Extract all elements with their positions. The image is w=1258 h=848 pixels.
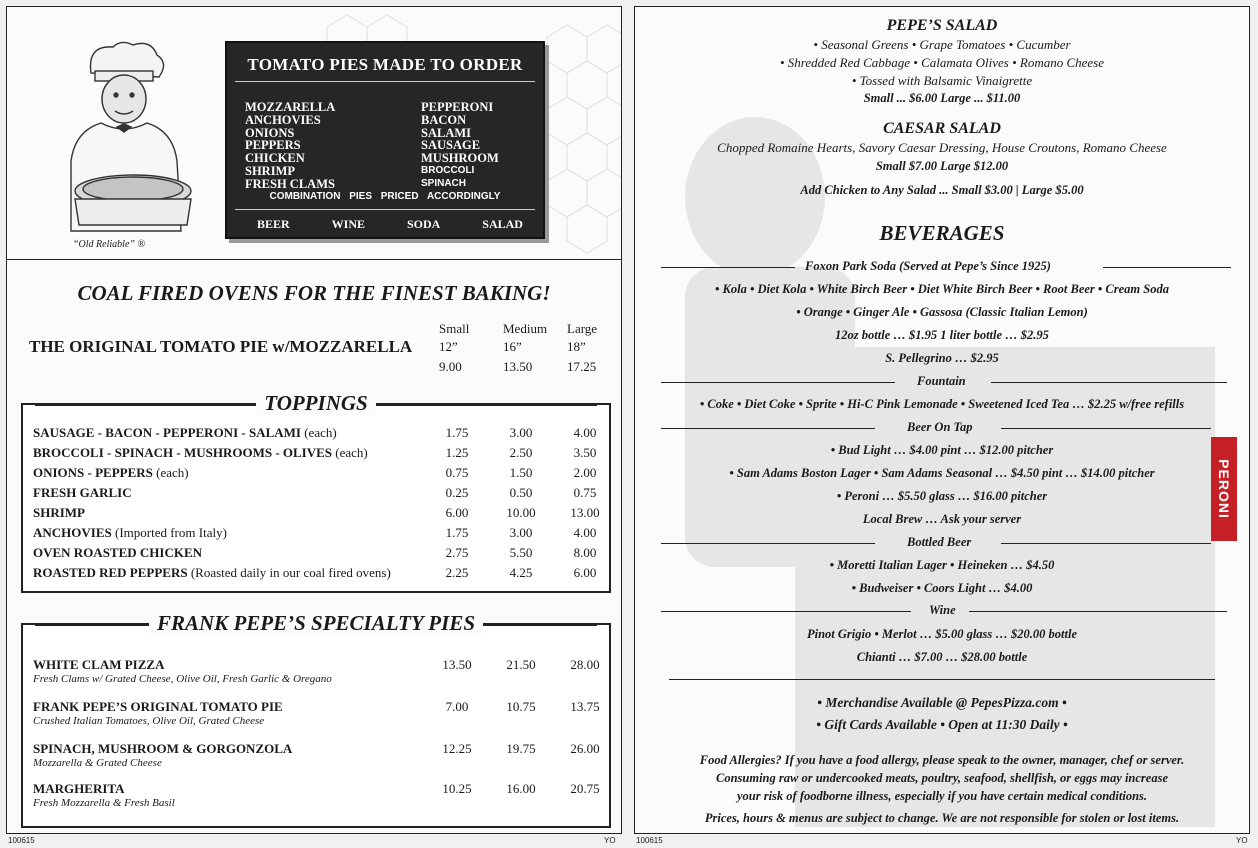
price-large: 13.00 [570, 505, 600, 520]
topping-note: (each) [332, 445, 368, 460]
salad-price: Small ... $6.00 Large ... $11.00 [863, 91, 1021, 105]
size-inch: 18” [567, 339, 586, 354]
soda-line: • Orange • Ginger Ale • Gassosa (Classic Italian Lemon) [796, 305, 1088, 319]
topping-name [33, 545, 202, 561]
wine-label: Wine [929, 603, 956, 617]
soda-line: • Kola • Diet Kola • White Birch Beer • Diet White Birch Beer • Root Beer • Cream Soda [715, 282, 1169, 296]
specialty-desc: Fresh Mozzarella & Fresh Basil [33, 797, 175, 809]
board-item: FRESH CLAMS [245, 176, 335, 191]
print-code-left: 100615 [636, 836, 663, 845]
topping-name [33, 565, 391, 581]
soda-price: 12oz bottle … $1.95 1 liter bottle … $2.95 [835, 328, 1049, 342]
fountain-heading [661, 374, 1231, 390]
rule [661, 267, 795, 268]
foxon-label: Foxon Park Soda (Served at Pepe’s Since 1925) [805, 259, 1051, 273]
rule [1001, 543, 1211, 544]
specialty-name: MARGHERITA [33, 781, 125, 796]
price-medium: 16.00 [506, 781, 536, 796]
tap-line: • Sam Adams Boston Lager • Sam Adams Seasonal … $4.50 pint … $14.00 pitcher [729, 466, 1155, 480]
topping-name [33, 525, 227, 541]
chef-illustration [41, 41, 211, 251]
price-medium: 1.50 [509, 465, 533, 480]
specialty-pies-box [21, 611, 611, 828]
foxon-heading [661, 259, 1231, 275]
topping-name [33, 485, 132, 501]
price-large: 4.00 [573, 525, 597, 540]
size-inch: 16” [503, 339, 522, 354]
topping-row [33, 545, 599, 565]
disclaimer: Prices, hours & menus are subject to change. We are not responsible for stolen or lost items. [704, 811, 1180, 825]
topping-note: (each) [300, 425, 337, 440]
topping-label: SAUSAGE - BACON - PEPPERONI - SALAMI [33, 425, 301, 440]
price-large: 13.75 [570, 699, 600, 714]
price-medium: 2.50 [509, 445, 533, 460]
price-large: 28.00 [570, 657, 600, 672]
salad-line: • Shredded Red Cabbage • Calamata Olives • Romano Cheese [779, 55, 1105, 70]
board-item: SHRIMP [245, 163, 295, 178]
price-large: 26.00 [570, 741, 600, 756]
board-drink: BEER [257, 217, 290, 231]
board-list-left [245, 101, 335, 191]
topping-note: (Roasted daily in our coal fired ovens) [187, 565, 391, 580]
specialty-name: WHITE CLAM PIZZA [33, 657, 165, 672]
topping-label: ANCHOVIES [33, 525, 112, 540]
peroni-label: PERONI [1216, 459, 1232, 519]
size-label: Large [567, 321, 598, 336]
bottled-heading [661, 535, 1231, 551]
specialty-row [33, 781, 599, 817]
rule [1001, 428, 1211, 429]
size-price: 17.25 [567, 359, 597, 374]
price-medium: 19.75 [506, 741, 536, 756]
price-small: 12.25 [442, 741, 472, 756]
merch-note: • Merchandise Available @ PepesPizza.com • [817, 695, 1067, 710]
topping-row [33, 425, 599, 445]
topping-label: SHRIMP [33, 505, 85, 520]
gift-card-note: • Gift Cards Available • Open at 11:30 Daily • [816, 717, 1068, 732]
price-medium: 3.00 [509, 525, 533, 540]
rule [661, 611, 911, 612]
tap-line: • Peroni … $5.50 glass … $16.00 pitcher [836, 489, 1048, 503]
topping-label: FRESH GARLIC [33, 485, 132, 500]
price-small: 0.25 [445, 485, 469, 500]
price-large: 8.00 [573, 545, 597, 560]
rule [661, 428, 875, 429]
price-small: 0.75 [445, 465, 469, 480]
chef-caption: “Old Reliable” ® [73, 239, 146, 250]
topping-row [33, 485, 599, 505]
price-large: 4.00 [573, 425, 597, 440]
topping-row [33, 505, 599, 525]
original-pie-name: THE ORIGINAL TOMATO PIE w/MOZZARELLA [29, 337, 413, 356]
price-medium: 4.25 [509, 565, 533, 580]
caesar-title: CAESAR SALAD [883, 120, 1001, 137]
board-item: SPINACH [421, 177, 467, 189]
wine-line: Chianti … $7.00 … $28.00 bottle [856, 650, 1028, 664]
price-small: 2.25 [445, 565, 469, 580]
specialty-title: FRANK PEPE’S SPECIALTY PIES [149, 611, 483, 635]
board-rule [235, 209, 535, 210]
price-small: 10.25 [442, 781, 472, 796]
print-code-right: YO [604, 836, 616, 845]
toppings-box [21, 391, 611, 593]
price-large: 2.00 [573, 465, 597, 480]
topping-label: OVEN ROASTED CHICKEN [33, 545, 203, 560]
tap-line: • Bud Light … $4.00 pint … $12.00 pitcher [830, 443, 1054, 457]
fountain-label: Fountain [917, 374, 966, 388]
specialty-title-wrap [23, 611, 609, 636]
topping-row [33, 465, 599, 485]
price-small: 7.00 [445, 699, 469, 714]
price-medium: 0.50 [509, 485, 533, 500]
tomato-pies-board [225, 41, 545, 239]
size-small [439, 321, 469, 375]
board-drink: SODA [406, 217, 441, 231]
topping-note: (each) [152, 465, 189, 480]
add-chicken: Add Chicken to Any Salad ... Small $3.00 | Large $5.00 [800, 183, 1084, 197]
price-small: 13.50 [442, 657, 472, 672]
specialty-name: SPINACH, MUSHROOM & GORGONZOLA [33, 741, 293, 756]
specialty-row [33, 657, 599, 693]
price-small: 1.25 [445, 445, 469, 460]
board-item: BROCCOLI [421, 164, 475, 176]
topping-name [33, 505, 85, 521]
price-small: 6.00 [445, 505, 469, 520]
specialty-row [33, 699, 599, 735]
size-inch: 12” [439, 339, 458, 354]
size-medium [503, 321, 547, 375]
size-price: 13.50 [503, 359, 533, 374]
board-item: SALAMI [421, 125, 472, 140]
beverages-title: BEVERAGES [879, 221, 1005, 245]
divider-rule [669, 679, 1215, 680]
tap-heading [661, 420, 1231, 436]
rule [1103, 267, 1231, 268]
specialty-desc: Crushed Italian Tomatoes, Olive Oil, Grated Cheese [33, 715, 265, 727]
toppings-title-wrap [23, 391, 609, 416]
board-drink: WINE [331, 217, 365, 231]
board-rule [235, 81, 535, 82]
topping-name [33, 425, 337, 441]
board-item: PEPPERONI [421, 100, 494, 114]
price-large: 6.00 [573, 565, 597, 580]
topping-label: ONIONS - PEPPERS [33, 465, 153, 480]
tap-label: Beer On Tap [907, 420, 973, 434]
print-code-right: YO [1236, 836, 1248, 845]
allergy-line: your risk of foodborne illness, especially if you have certain medical conditions. [736, 789, 1148, 803]
topping-name [33, 465, 189, 481]
wine-heading [661, 603, 1231, 619]
headline: COAL FIRED OVENS FOR THE FINEST BAKING! [77, 281, 551, 305]
toppings-title: TOPPINGS [256, 391, 375, 415]
board-item: ANCHOVIES [245, 112, 321, 127]
specialty-desc: Mozzarella & Grated Cheese [33, 757, 162, 769]
left-menu-page [6, 6, 622, 834]
size-price: 9.00 [439, 359, 462, 374]
pepes-salad-title: PEPE’S SALAD [886, 17, 998, 34]
rule [991, 382, 1227, 383]
board-item: CHICKEN [245, 151, 305, 166]
size-large [567, 321, 597, 375]
board-item: BACON [421, 112, 467, 127]
wine-line: Pinot Grigio • Merlot … $5.00 glass … $20.00 bottle [806, 627, 1077, 641]
board-title: TOMATO PIES MADE TO ORDER [247, 55, 523, 74]
board-item: PEPPERS [245, 138, 301, 153]
price-small: 1.75 [445, 425, 469, 440]
board-item: MOZZARELLA [245, 100, 336, 114]
price-large: 3.50 [573, 445, 597, 460]
board-drinks [257, 217, 523, 232]
price-small: 1.75 [445, 525, 469, 540]
caesar-price: Small $7.00 Large $12.00 [875, 159, 1009, 173]
salad-line: • Tossed with Balsamic Vinaigrette [851, 73, 1033, 88]
specialty-name: FRANK PEPE’S ORIGINAL TOMATO PIE [33, 699, 283, 714]
specialty-row [33, 741, 599, 777]
topping-row [33, 565, 599, 585]
topping-label: BROCCOLI - SPINACH - MUSHROOMS - OLIVES [33, 445, 333, 460]
price-medium: 5.50 [509, 545, 533, 560]
board-drink: SALAD [482, 217, 523, 231]
local-brew: Local Brew … Ask your server [862, 512, 1022, 526]
topping-row [33, 525, 599, 545]
price-large: 0.75 [573, 485, 597, 500]
size-label: Small [439, 321, 470, 336]
board-item: SAUSAGE [421, 138, 481, 153]
price-medium: 21.50 [506, 657, 536, 672]
topping-row [33, 445, 599, 465]
peroni-banner [1211, 437, 1237, 541]
price-medium: 10.75 [506, 699, 536, 714]
rule [661, 382, 895, 383]
fountain-line: • Coke • Diet Coke • Sprite • Hi-C Pink Lemonade • Sweetened Iced Tea … $2.25 w/free refills [699, 397, 1185, 411]
board-combo-note: COMBINATION PIES PRICED ACCORDINGLY [269, 191, 501, 202]
pellegrino-price: S. Pellegrino … $2.95 [885, 351, 999, 365]
price-medium: 3.00 [509, 425, 533, 440]
bottled-line: • Moretti Italian Lager • Heineken … $4.50 [829, 558, 1055, 572]
allergy-line: Consuming raw or undercooked meats, poultry, seafood, shellfish, or eggs may increase [716, 771, 1168, 785]
topping-name [33, 445, 368, 461]
topping-label: ROASTED RED PEPPERS [33, 565, 188, 580]
allergy-line: Food Allergies? If you have a food allergy, please speak to the owner, manager, chef or server. [699, 753, 1185, 767]
bottled-line: • Budweiser • Coors Light … $4.00 [851, 581, 1033, 595]
price-large: 20.75 [570, 781, 600, 796]
board-item: ONIONS [245, 125, 295, 140]
section-divider [7, 259, 621, 260]
caesar-desc: Chopped Romaine Hearts, Savory Caesar Dressing, House Croutons, Romano Cheese [717, 140, 1167, 155]
board-item: MUSHROOM [421, 151, 499, 166]
print-code-left: 100615 [8, 836, 35, 845]
price-medium: 10.00 [506, 505, 536, 520]
salad-line: • Seasonal Greens • Grape Tomatoes • Cucumber [813, 37, 1071, 52]
specialty-desc: Fresh Clams w/ Grated Cheese, Olive Oil, Fresh Garlic & Oregano [33, 673, 332, 685]
topping-note: (Imported from Italy) [111, 525, 227, 540]
size-label: Medium [503, 321, 548, 336]
bottled-label: Bottled Beer [907, 535, 972, 549]
rule [969, 611, 1227, 612]
rule [661, 543, 875, 544]
right-menu-page [634, 6, 1250, 834]
price-small: 2.75 [445, 545, 469, 560]
board-list-right [421, 101, 499, 191]
